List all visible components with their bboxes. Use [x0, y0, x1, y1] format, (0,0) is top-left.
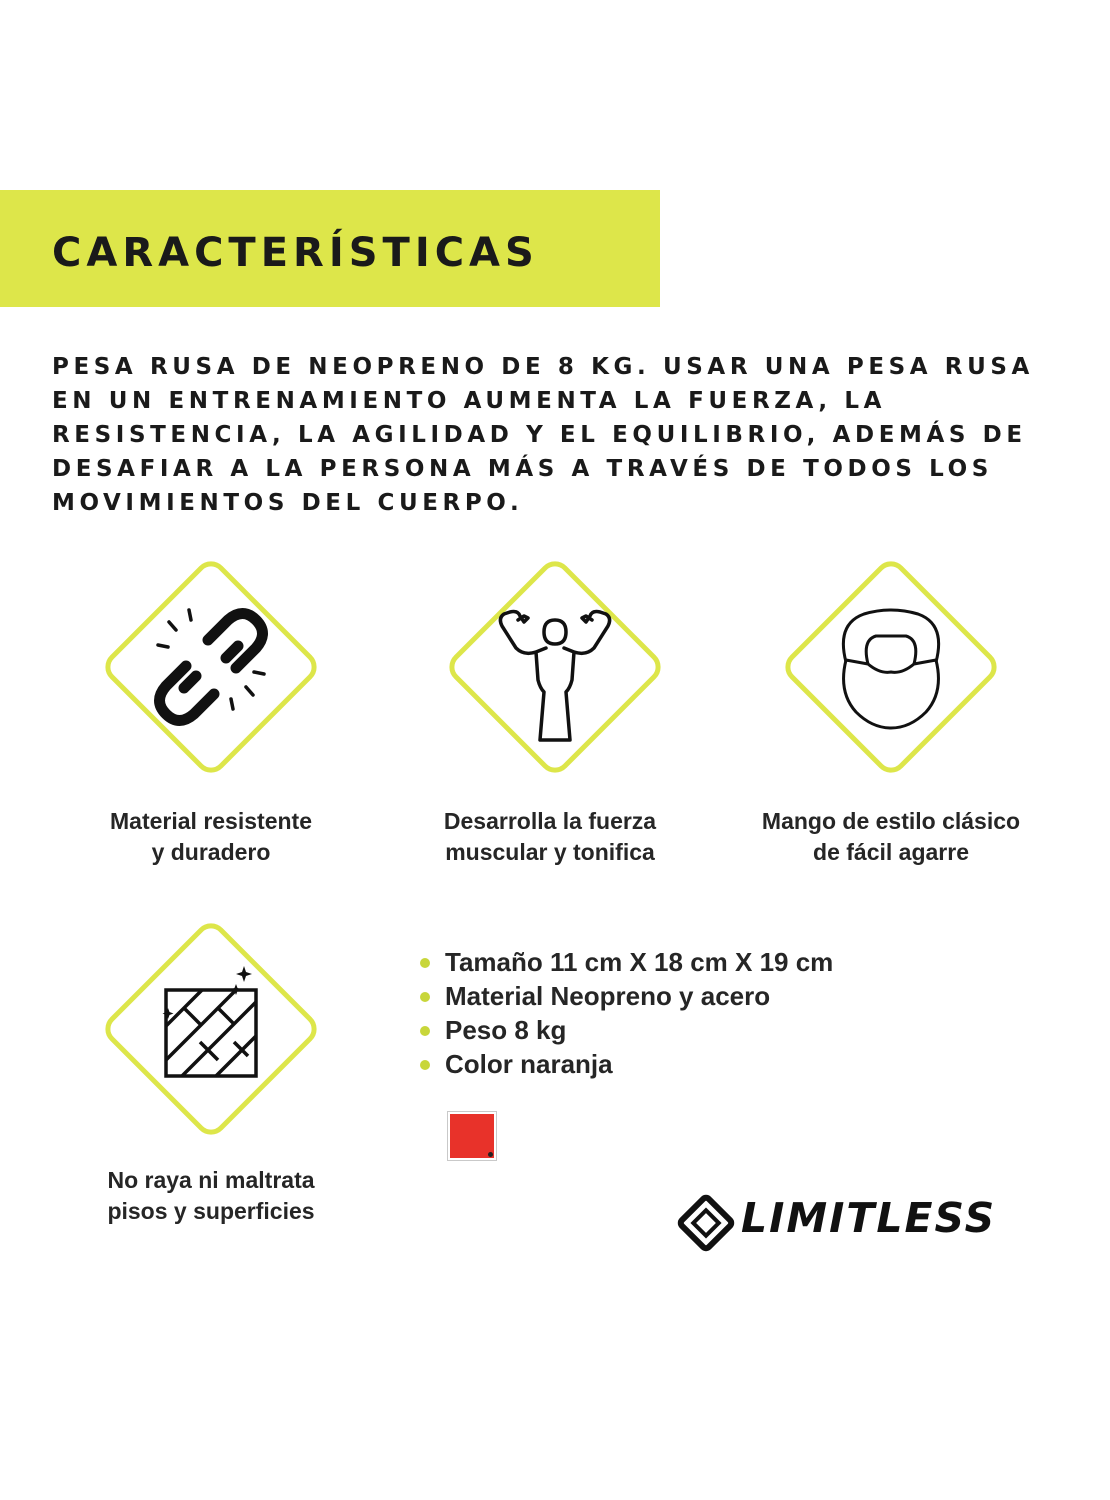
feature-diamond-3 — [776, 552, 1006, 782]
feature-caption-1 — [51, 806, 371, 868]
feature-caption-3-line2: de fácil agarre — [813, 839, 969, 865]
spec-item-color — [415, 1047, 833, 1081]
spec-item-weight — [415, 1013, 833, 1047]
product-description: PESA RUSA DE NEOPRENO DE 8 KG. USAR UNA PESA RUSA EN UN ENTRENAMIENTO AUMENTA LA FUERZA, LA RESISTENCIA, LA AGILIDAD Y EL EQUILIBRIO, ADEMÁS DE DESAFIAR A LA PERSONA MÁS A TRAVÉS DE TODOS LOS MOVIMIENTOS DEL CUERPO. — [52, 354, 1034, 516]
spec-item-size — [415, 945, 833, 979]
brand-name: LIMITLESS — [741, 1194, 997, 1242]
feature-caption-2-line1: Desarrolla la fuerza — [443, 808, 657, 834]
sparkling-floor-icon — [96, 914, 326, 1144]
feature-caption-3-line1: Mango de estilo clásico — [761, 808, 1021, 834]
feature-caption-1-line1: Material resistente — [110, 808, 312, 834]
bullet-icon — [420, 992, 430, 1002]
feature-caption-1-line2: y duradero — [151, 839, 271, 865]
feature-caption-2 — [390, 806, 710, 868]
bullet-icon — [420, 1060, 430, 1070]
feature-diamond-4 — [96, 914, 326, 1144]
feature-caption-4 — [51, 1165, 371, 1227]
spec-item-size-text: Tamaño 11 cm X 18 cm X 19 cm — [445, 947, 834, 977]
spec-item-material — [415, 979, 833, 1013]
feature-caption-2-line2: muscular y tonifica — [445, 839, 655, 865]
limitless-logo-icon — [675, 1192, 737, 1254]
feature-caption-4-line1: No raya ni maltrata — [107, 1167, 315, 1193]
feature-diamond-1 — [96, 552, 326, 782]
brand-logo — [675, 1190, 1060, 1256]
bullet-icon — [420, 1026, 430, 1036]
feature-diamond-2 — [440, 552, 670, 782]
spec-list — [415, 945, 833, 1081]
broken-chain-icon — [96, 552, 326, 782]
spec-item-material-text: Material Neopreno y acero — [445, 981, 771, 1011]
spec-item-weight-text: Peso 8 kg — [445, 1015, 567, 1045]
swatch-dot-icon — [488, 1152, 493, 1157]
bullet-icon — [420, 958, 430, 968]
kettlebell-icon — [776, 552, 1006, 782]
page-title: CARACTERÍSTICAS — [52, 230, 539, 276]
flexing-muscles-icon — [440, 552, 670, 782]
feature-caption-3 — [731, 806, 1051, 868]
color-swatch-fill — [450, 1114, 494, 1158]
feature-caption-4-line2: pisos y superficies — [107, 1198, 315, 1224]
spec-item-color-text: Color naranja — [445, 1049, 613, 1079]
color-swatch[interactable] — [447, 1111, 497, 1161]
